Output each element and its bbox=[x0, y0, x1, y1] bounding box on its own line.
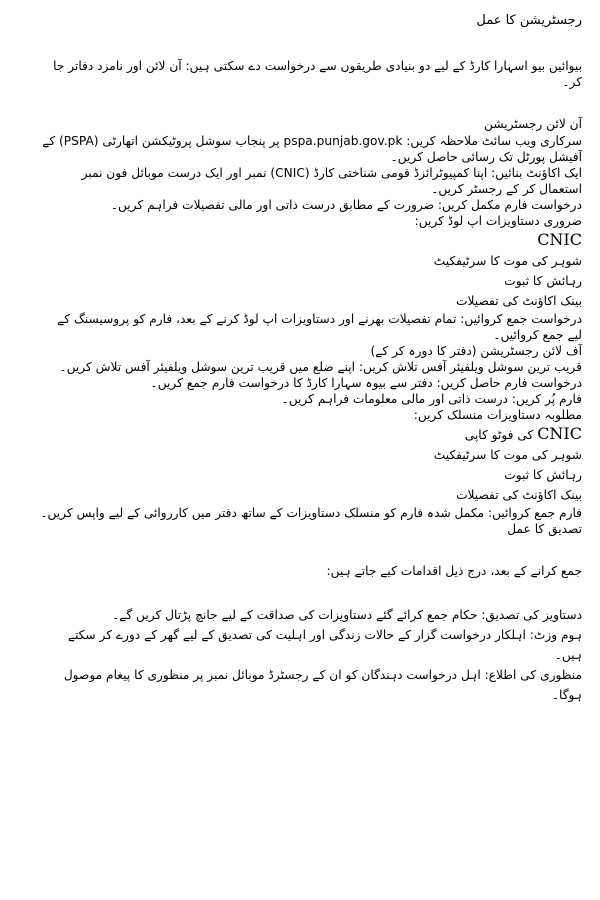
spacer bbox=[40, 537, 582, 563]
offline-step-get-form: درخواست فارم حاصل کریں: دفتر سے بیوہ سہارا کارڈ کا درخواست فارم جمع کریں۔ bbox=[150, 376, 582, 390]
online-doc-residence: رہائش کا ثبوت bbox=[504, 274, 582, 288]
after-home-visit: ہوم وزٹ: اہلکار درخواست گزار کے حالات زندگی اور اہلیت کی تصدیق کے لیے گھر کے دورے کر سکتے ہیں۔ bbox=[67, 628, 582, 662]
offline-step-verification: تصدیق کا عمل bbox=[507, 522, 582, 536]
online-heading: آن لائن رجسٹریشن bbox=[484, 117, 582, 131]
online-step-form: درخواست فارم مکمل کریں: ضرورت کے مطابق درست ذاتی اور مالی تفصیلات فراہم کریں۔ bbox=[110, 198, 582, 212]
offline-step-fill-form: فارم پُر کریں: درست ذاتی اور مالی معلومات فراہم کریں۔ bbox=[281, 392, 582, 406]
offline-heading: آف لائن رجسٹریشن (دفتر کا دورہ کر کے) bbox=[370, 344, 582, 358]
online-step-upload: ضروری دستاویزات اپ لوڈ کریں: bbox=[414, 214, 582, 228]
spacer bbox=[40, 90, 582, 116]
intro-paragraph: بیوائیں بیو اسہارا کارڈ کے لیے دو بنیادی طریقوں سے درخواست دے سکتی ہیں: آن لائن اور نامزد دفاتر جا کر۔ bbox=[53, 59, 582, 89]
online-doc-death-certificate: شوہر کی موت کا سرٹیفکیٹ bbox=[433, 254, 582, 268]
offline-doc-residence: رہائش کا ثبوت bbox=[504, 468, 582, 482]
online-step-submit: درخواست جمع کروائیں: تمام تفصیلات بھرنے اور دستاویزات اپ لوڈ کرنے کے بعد، فارم کو پروسیسنگ کے لیے جمع کروائیں۔ bbox=[57, 312, 582, 342]
offline-doc-cnic-copy bbox=[40, 423, 582, 445]
after-approval-notice: منظوری کی اطلاع: اہل درخواست دہندگان کو ان کے رجسٹرڈ موبائل نمبر پر منظوری کا پیغام موصول ہوگا۔ bbox=[63, 668, 582, 702]
after-heading: جمع کرانے کے بعد، درج ذیل اقدامات کیے جاتے ہیں: bbox=[326, 564, 582, 578]
offline-doc-bank: بینک اکاؤنٹ کی تفصیلات bbox=[456, 488, 582, 502]
online-doc-bank: بینک اکاؤنٹ کی تفصیلات bbox=[456, 294, 582, 308]
offline-doc-cnic: CNIC bbox=[537, 424, 582, 443]
offline-step-submit: فارم جمع کروائیں: مکمل شدہ فارم کو منسلک دستاویزات کے ساتھ دفتر میں کارروائی کے لیے واپس کریں۔ bbox=[40, 506, 582, 520]
offline-step-attach: مطلوبہ دستاویزات منسلک کریں: bbox=[413, 408, 582, 422]
offline-step-find-office: قریب ترین سوشل ویلفیئر آفس تلاش کریں: اپنے ضلع میں قریب ترین سوشل ویلفیئر آفس تلاش کریں۔ bbox=[59, 360, 582, 374]
offline-doc-cnic-suffix: کی فوٹو کاپی bbox=[464, 428, 534, 442]
after-document-verification: دستاویز کی تصدیق: حکام جمع کرائے گئے دستاویزات کی صداقت کے لیے جانچ پڑتال کریں گے۔ bbox=[112, 608, 582, 622]
document-title: رجسٹریشن کا عمل bbox=[476, 13, 582, 28]
online-step-account: ایک اکاؤنٹ بنائیں: اپنا کمپیوٹرائزڈ قومی شناختی کارڈ (CNIC) نمبر اور ایک درست موبائل فون نمبر استعمال کر کے رجسٹر کریں۔ bbox=[81, 166, 582, 196]
offline-doc-death-certificate: شوہر کی موت کا سرٹیفکیٹ bbox=[433, 448, 582, 462]
spacer bbox=[40, 579, 582, 605]
online-doc-cnic: CNIC bbox=[537, 230, 582, 249]
online-step-website: سرکاری ویب سائٹ ملاحظہ کریں: pspa.punjab.gov.pk پر پنجاب سوشل پروٹیکشن اتھارٹی (PSPA) کے آفیشل پورٹل تک رسائی حاصل کریں۔ bbox=[42, 134, 582, 164]
